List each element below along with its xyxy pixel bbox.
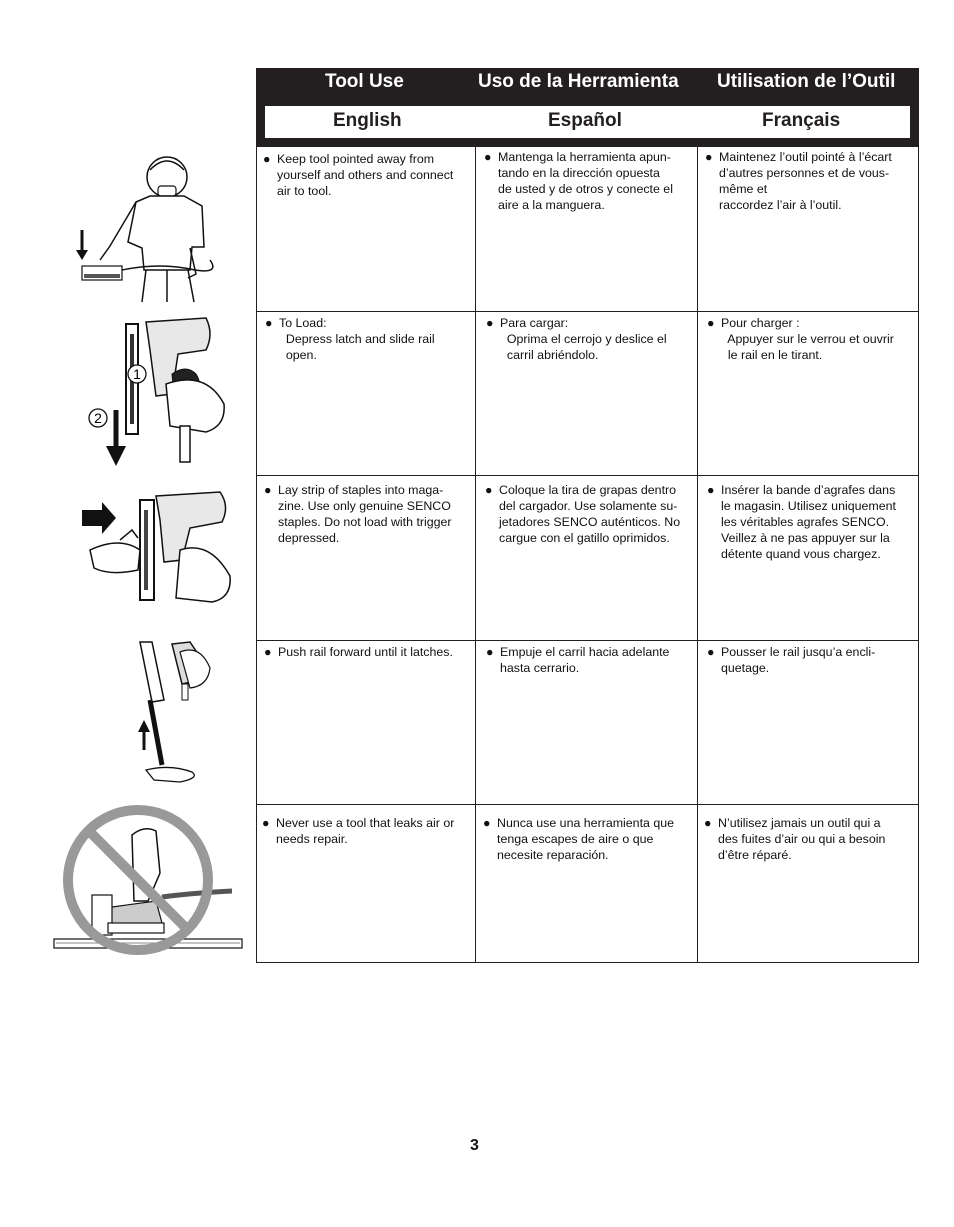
bullet: ● [486, 645, 494, 659]
worker-with-tool-illustration [70, 152, 230, 307]
line: Pousser le rail jusqu’a encli- [721, 645, 876, 659]
col-divider [256, 147, 257, 963]
row-divider [256, 640, 919, 641]
line: carril abriéndolo. [500, 348, 599, 362]
line: Nunca use una herramienta que [497, 816, 675, 830]
line: tando en la dirección opuesta [498, 166, 660, 180]
title-english: Tool Use [325, 71, 404, 92]
line: Maintenez l’outil pointé à l’écart [719, 150, 892, 164]
bullet: ● [486, 316, 494, 330]
line: open. [279, 348, 317, 362]
line: depressed. [278, 531, 340, 545]
line: To Load: [279, 316, 327, 330]
line: N’utilisez jamais un outil qui a [718, 816, 881, 830]
line: quetage. [721, 661, 770, 675]
tool-loading-illustration [86, 314, 234, 474]
line: d’autres personnes et de vous- [719, 166, 890, 180]
instruction-table [256, 147, 919, 963]
language-bar [265, 106, 910, 138]
line: Insérer la bande d’agrafes dans [721, 483, 896, 497]
row-divider [256, 804, 919, 805]
line: jetadores SENCO auténticos. No [499, 515, 681, 529]
bullet: ● [705, 150, 713, 164]
bullet: ● [483, 816, 491, 830]
line: Pour charger : [721, 316, 800, 330]
load-staples-illustration [80, 490, 236, 612]
line: d’être réparé. [718, 848, 792, 862]
line: zine. Use only genuine SENCO [278, 499, 451, 513]
line: Lay strip of staples into maga- [278, 483, 444, 497]
line: hasta cerrario. [500, 661, 580, 675]
bullet: ● [264, 645, 272, 659]
lang-french: Français [762, 110, 841, 131]
line: Mantenga la herramienta apun- [498, 150, 671, 164]
bullet: ● [707, 483, 715, 497]
line: Keep tool pointed away from [277, 152, 435, 166]
line: staples. Do not load with trigger [278, 515, 452, 529]
line: Veillez à ne pas appuyer sur la [721, 531, 890, 545]
line: même et [719, 182, 768, 196]
no-leaking-tool-illustration [52, 805, 248, 955]
line: Push rail forward until it latches. [278, 645, 453, 659]
bullet: ● [707, 645, 715, 659]
bullet: ● [265, 316, 273, 330]
page-number: 3 [470, 1137, 479, 1154]
line: tenga escapes de aire o que [497, 832, 654, 846]
line: de usted y de otros y conecte el [498, 182, 673, 196]
bullet: ● [485, 483, 493, 497]
line: yourself and others and connect [277, 168, 454, 182]
col-divider [475, 147, 476, 963]
title-spanish: Uso de la Herramienta [478, 71, 679, 92]
bullet: ● [484, 150, 492, 164]
line: Never use a tool that leaks air or [276, 816, 455, 830]
line: aire a la manguera. [498, 198, 605, 212]
step-number-1: 1 [133, 366, 141, 382]
row-divider [256, 962, 919, 963]
line: raccordez l’air à l’outil. [719, 198, 842, 212]
line: cargue con el gatillo oprimidos. [499, 531, 670, 545]
line: necesite reparación. [497, 848, 609, 862]
bullet: ● [263, 152, 271, 166]
push-rail-illustration [130, 640, 220, 795]
col-divider [697, 147, 698, 963]
step-number-2: 2 [94, 410, 102, 426]
line: Depress latch and slide rail [279, 332, 435, 346]
line: des fuites d’air ou qui a besoin [718, 832, 886, 846]
bullet: ● [262, 816, 270, 830]
lang-spanish: Español [548, 110, 622, 131]
col-divider [918, 147, 919, 963]
bullet: ● [707, 316, 715, 330]
line: le magasin. Utilisez uniquement [721, 499, 896, 513]
line: le rail en le tirant. [721, 348, 823, 362]
bullet: ● [264, 483, 272, 497]
line: Appuyer sur le verrou et ouvrir [721, 332, 894, 346]
row-divider [256, 475, 919, 476]
row-divider [256, 311, 919, 312]
bullet: ● [704, 816, 712, 830]
line: del cargador. Use solamente su- [499, 499, 678, 513]
line: Oprima el cerrojo y deslice el [500, 332, 667, 346]
line: Para cargar: [500, 316, 569, 330]
line: détente quand vous chargez. [721, 547, 881, 561]
line: needs repair. [276, 832, 348, 846]
line: Coloque la tira de grapas dentro [499, 483, 677, 497]
lang-english: English [333, 110, 402, 131]
header-bar [256, 68, 919, 147]
line: air to tool. [277, 184, 332, 198]
title-french: Utilisation de l’Outil [717, 71, 896, 92]
line: les véritables agrafes SENCO. [721, 515, 890, 529]
line: Empuje el carril hacia adelante [500, 645, 670, 659]
